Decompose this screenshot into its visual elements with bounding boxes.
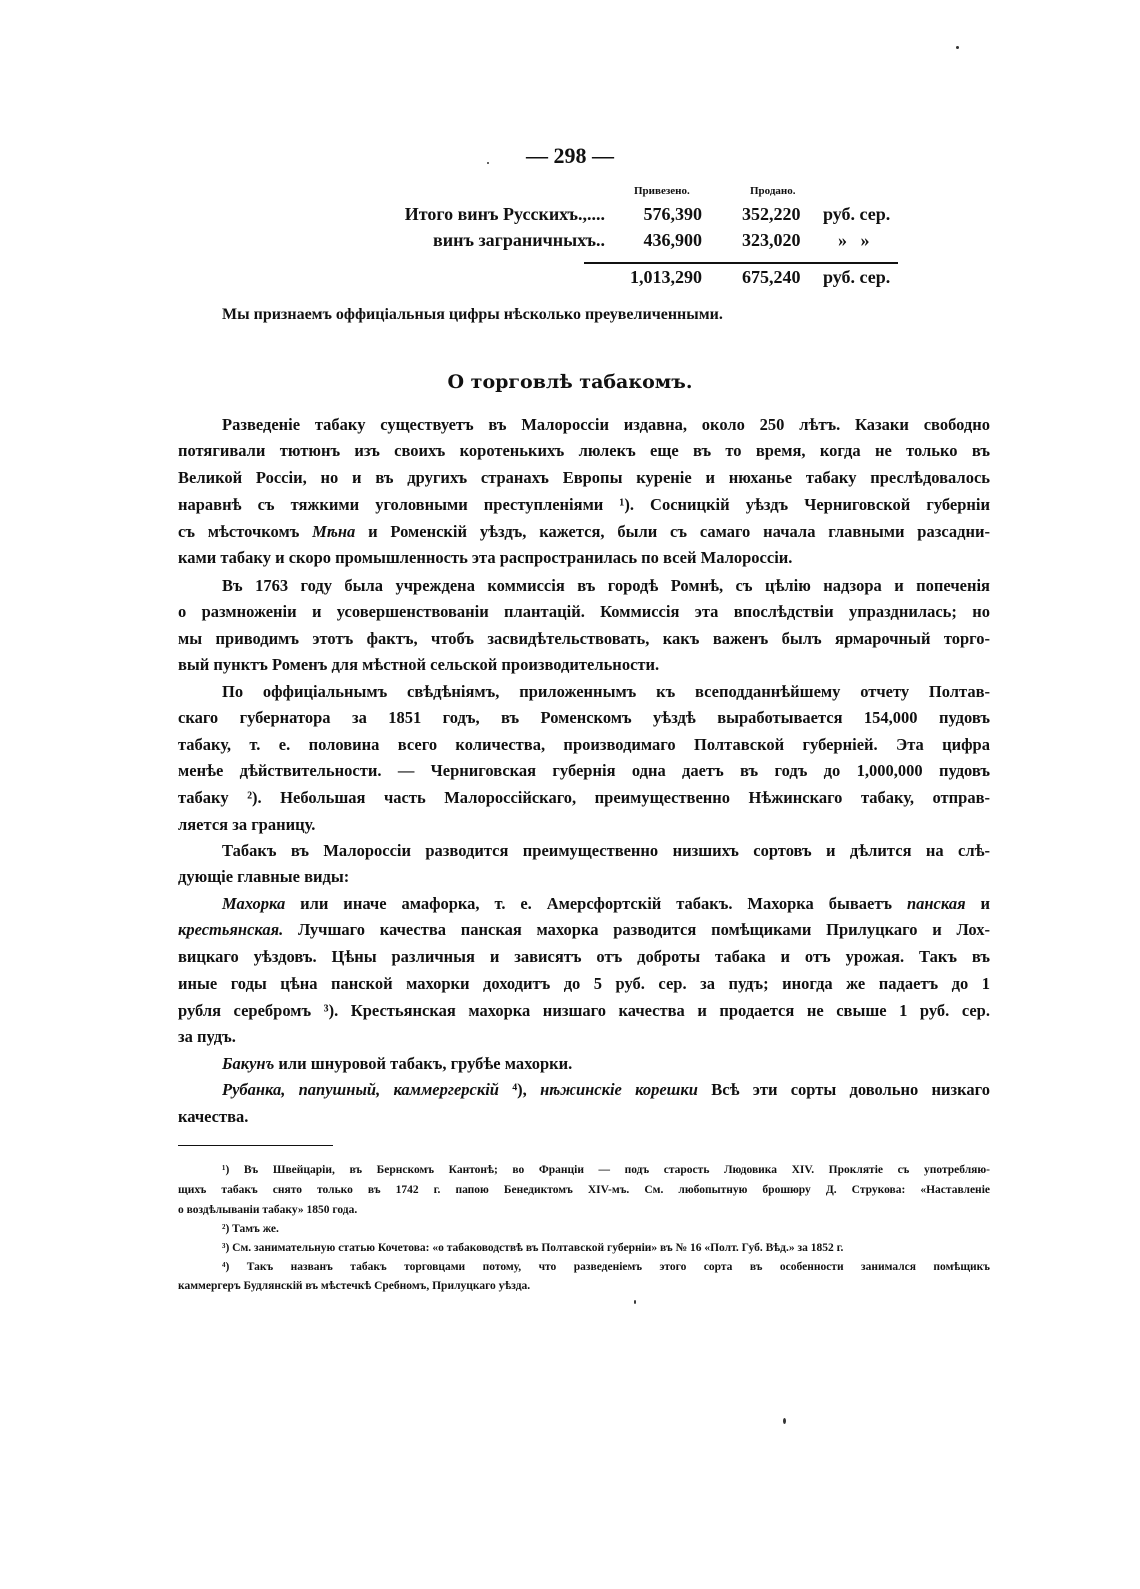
- text-run: ¹) Въ Швейцаріи, въ Бернскомъ Кантонѣ; во Франціи — подъ старость Людовика XIV. Проклятіе съ употребляю-: [222, 1164, 990, 1176]
- text-run: табаку, т. е. половина всего количества, производимаго Полтавской губерніей. Эта цифра: [178, 735, 990, 754]
- column-header-imported: Привезено.: [634, 185, 690, 197]
- paragraph-line: [178, 494, 990, 516]
- footnote-line: [178, 1181, 990, 1199]
- text-run: и: [965, 894, 990, 913]
- paragraph-line: [222, 681, 990, 703]
- scan-speck: [634, 1300, 636, 1304]
- unit: руб. сер.: [823, 204, 891, 224]
- imported-value: 436,900: [643, 230, 702, 250]
- text-run: ками табаку и скоро промышленность эта распространилась по всей Малороссіи.: [178, 548, 793, 567]
- paragraph-line: [222, 1053, 990, 1075]
- italic-term: Бакунъ: [222, 1054, 275, 1073]
- text-run: мы приводимъ этотъ фактъ, чтобъ засвидѣтельствовать, какъ важенъ былъ ярмарочный торго-: [178, 629, 990, 648]
- paragraph-line: [178, 467, 990, 489]
- italic-term: панская: [906, 894, 966, 913]
- text-run: качества.: [178, 1107, 249, 1126]
- text-run: иные годы цѣна панской махорки доходитъ до 5 руб. сер. за пудъ; иногда же падаетъ до 1: [178, 974, 990, 993]
- text-run: Разведеніе табаку существуетъ въ Малороссіи издавна, около 250 лѣтъ. Казаки свободно: [222, 415, 990, 434]
- sold-value: 323,020: [742, 230, 801, 250]
- paragraph-line: [178, 1000, 990, 1022]
- text-run: менѣе дѣйствительности. — Черниговская губернія одна даетъ въ годъ до 1,000,000 пудовъ: [178, 761, 990, 780]
- paragraph-line: [178, 654, 990, 676]
- text-run: табаку ²). Небольшая часть Малороссійскаго, преимущественно Нѣжинскаго табаку, отправ-: [178, 788, 990, 807]
- paragraph-line: [222, 1079, 990, 1101]
- text-run: дующіе главные виды:: [178, 867, 350, 886]
- paragraph-line: [222, 414, 990, 436]
- paragraph-line: [178, 440, 990, 462]
- italic-term: Рубанка, папушный, каммергерскій: [222, 1080, 499, 1099]
- paragraph-line: [178, 628, 990, 650]
- remark: Мы признаемъ оффиціальныя цифры нѣсколько преувеличенными.: [222, 306, 723, 323]
- text-run: наравнѣ съ тяжкими уголовными преступленіями ¹). Сосницкій уѣздъ Черниговской губерніи: [178, 495, 990, 514]
- text-run: и Роменскій уѣздъ, кажется, были съ самаго начала главными разсадни-: [355, 522, 990, 541]
- text-run: Всѣ эти сорты довольно низкаго: [697, 1080, 991, 1099]
- italic-term: Махорка: [222, 894, 286, 913]
- italic-term: крестьянская.: [178, 920, 284, 939]
- text-run: По оффиціальнымъ свѣдѣніямъ, приложеннымъ къ всеподданнѣйшему отчету Полтав-: [222, 682, 990, 701]
- text-run: Великой Россіи, но и въ другихъ странахъ Европы куреніе и нюханье табаку преслѣдовалось: [178, 468, 990, 487]
- paragraph-line: [178, 521, 990, 543]
- footnote-line: [222, 1258, 990, 1276]
- paragraph-line: [178, 547, 990, 569]
- text-run: каммергеръ Будлянскій въ мѣстечкѣ Сребномъ, Прилуцкаго уѣзда.: [178, 1280, 531, 1292]
- footnote-line: [222, 1220, 990, 1238]
- scan-speck: [487, 162, 489, 164]
- sum-rule: [584, 262, 898, 264]
- total-imported: 1,013,290: [630, 267, 702, 287]
- text-run: о размноженіи и усовершенствованіи плантацій. Коммиссія эта впослѣдствіи упразднилась; но: [178, 602, 990, 621]
- footnote-line: [178, 1277, 990, 1295]
- text-run: ²) Тамъ же.: [222, 1223, 279, 1235]
- text-run: Въ 1763 году была учреждена коммиссія въ городѣ Ромнѣ, съ цѣлію надзора и попеченія: [222, 576, 990, 595]
- text-run: о воздѣлываніи табаку» 1850 года.: [178, 1204, 358, 1216]
- paragraph-line: [178, 814, 990, 836]
- paragraph-line: [178, 946, 990, 968]
- italic-term: нѣжинскіе корешки: [540, 1080, 698, 1099]
- text-run: рубля серебромъ ³). Крестьянская махорка низшаго качества и продается не свыше 1 руб. сер.: [178, 1001, 990, 1020]
- footnote-line: [222, 1239, 990, 1257]
- sold-value: 352,220: [742, 204, 801, 224]
- text-run: или иначе амафорка, т. е. Амерсфортскій табакъ. Махорка бываетъ: [285, 894, 907, 913]
- paragraph-line: [178, 866, 990, 888]
- text-run: ляется за границу.: [178, 815, 316, 834]
- paragraph-line: [178, 787, 990, 809]
- paragraph-line: [222, 840, 990, 862]
- imported-value: 576,390: [643, 204, 702, 224]
- row-label: винъ заграничныхъ..: [432, 230, 605, 250]
- column-header-sold: Продано.: [750, 185, 796, 197]
- text-run: за пудъ.: [178, 1027, 236, 1046]
- text-run: ⁴) Такъ названъ табакъ торговцами потому, что разведеніемъ этого сорта въ особенности занимался помѣщикъ: [222, 1261, 990, 1273]
- footnote-line: [222, 1161, 990, 1179]
- footnote-separator: [178, 1145, 333, 1146]
- text-run: Лучшаго качества панская махорка разводится помѣщиками Прилуцкаго и Лох-: [283, 920, 990, 939]
- text-run: съ мѣсточкомъ: [178, 522, 313, 541]
- paragraph-line: [178, 601, 990, 623]
- paragraph-line: [178, 1026, 990, 1048]
- paragraph-line: [178, 973, 990, 995]
- paragraph-line: [178, 707, 990, 729]
- text-run: вицкаго уѣздовъ. Цѣны различныя и зависятъ отъ доброты табака и отъ урожая. Такъ въ: [178, 947, 990, 966]
- text-run: или шнуровой табакъ, грубѣе махорки.: [274, 1054, 573, 1073]
- text-run: ⁴),: [498, 1080, 541, 1099]
- text-run: ³) См. занимательную статью Кочетова: «о табаководствѣ въ Полтавской губерніи» въ № 16 «Полт. Губ. Вѣд.» за 1852 г.: [222, 1242, 844, 1254]
- text-run: Табакъ въ Малороссіи разводится преимущественно низшихъ сортовъ и дѣлится на слѣ-: [222, 841, 990, 860]
- text-run: вый пунктъ Роменъ для мѣстной сельской производительности.: [178, 655, 660, 674]
- total-unit: руб. сер.: [823, 267, 891, 287]
- scan-speck: [783, 1418, 786, 1424]
- section-heading: О торговлѣ табакомъ.: [447, 371, 693, 393]
- paragraph-line: [178, 734, 990, 756]
- unit-ditto: » »: [838, 230, 870, 250]
- text-run: потягивали тютюнъ изъ своихъ коротенькихъ люлекъ еще въ то время, когда не только въ: [178, 441, 990, 460]
- paragraph-line: [222, 893, 990, 915]
- paragraph-line: [178, 919, 990, 941]
- paragraph-line: [178, 1106, 990, 1128]
- row-label: Итого винъ Русскихъ.,....: [404, 204, 605, 224]
- footnote-line: [178, 1201, 990, 1219]
- paragraph-line: [178, 760, 990, 782]
- total-sold: 675,240: [742, 267, 801, 287]
- italic-term: Мѣна: [312, 522, 356, 541]
- scan-speck: [956, 46, 959, 49]
- paragraph-line: [222, 575, 990, 597]
- text-run: скаго губернатора за 1851 годъ, въ Роменскомъ уѣздѣ выработывается 154,000 пудовъ: [178, 708, 990, 727]
- text-run: щихъ табакъ снято только въ 1742 г. папою Бенедиктомъ XIV-мъ. См. любопытную брошюру Д. Струкова: «Наставленіе: [178, 1184, 990, 1196]
- page-number: — 298 —: [526, 143, 614, 168]
